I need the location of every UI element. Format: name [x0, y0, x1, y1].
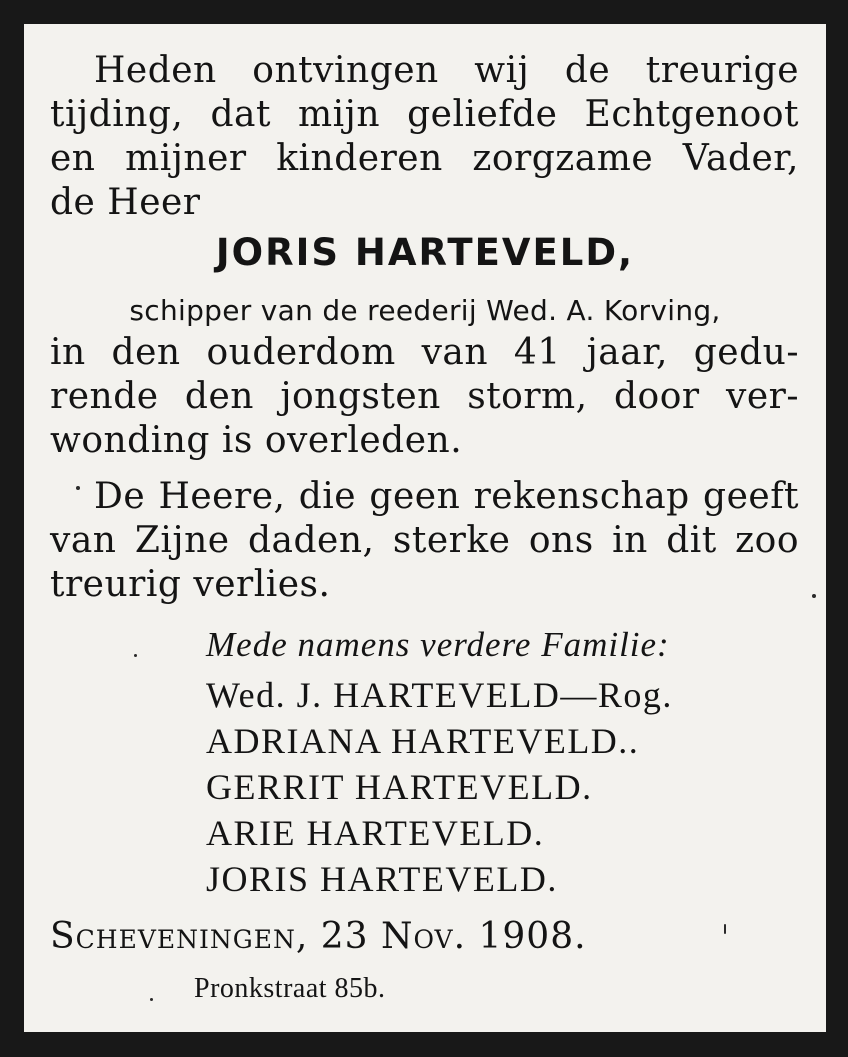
occupation-line: schipper van de reederij Wed. A. Korving,	[129, 294, 721, 327]
ink-speck	[812, 594, 816, 598]
signatory: JORIS HARTEVELD.	[206, 859, 558, 899]
announcement-line: en mijner kinderen zorgzame Vader,	[50, 138, 799, 179]
place-date: Scheveningen, 23 Nov. 1908.	[50, 916, 587, 957]
prayer-line: De Heere, die geen rekenschap geeft	[94, 476, 799, 517]
circumstance-line: wonding is overleden.	[50, 420, 463, 461]
ink-speck	[76, 486, 80, 490]
announcement-line: Heden ontvingen wij de treurige	[94, 50, 799, 91]
prayer-line: van Zijne daden, sterke ons in dit zoo	[50, 520, 799, 561]
announcement-line: de Heer	[50, 182, 201, 223]
prayer-line: treurig verlies.	[50, 564, 331, 605]
circumstance-line: rende den jongsten storm, door ver-	[50, 376, 799, 417]
death-notice	[24, 24, 826, 1032]
address: Pronkstraat 85b.	[194, 973, 386, 1004]
family-heading: Mede namens verdere Familie:	[206, 625, 670, 664]
ink-speck	[724, 924, 726, 934]
signatory: ARIE HARTEVELD.	[206, 813, 545, 853]
ink-speck	[134, 654, 137, 657]
circumstance-line: in den ouderdom van 41 jaar, gedu-	[50, 332, 799, 373]
signatory: ADRIANA HARTEVELD..	[206, 721, 640, 761]
ink-speck	[150, 998, 153, 1001]
signatory: Wed. J. HARTEVELD—Rog.	[206, 675, 673, 715]
announcement-line: tijding, dat mijn geliefde Echtgenoot	[50, 94, 799, 135]
signatory: GERRIT HARTEVELD.	[206, 767, 593, 807]
deceased-name: JORIS HARTEVELD,	[215, 231, 635, 274]
